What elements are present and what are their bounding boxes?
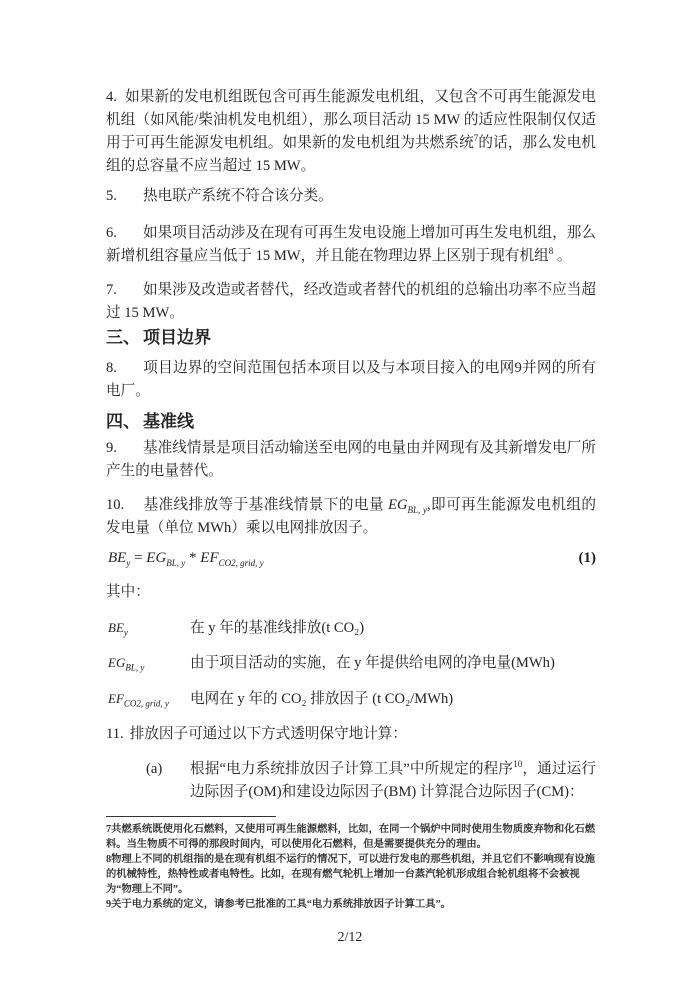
para-text: ,即可再生能源发电机组的发电量（单位 MWh）乘以电网排放因子。 xyxy=(106,497,596,536)
para-text: ，通过运行边际因子(OM)和建设边际因子(BM) 计算混合边际因子(CM)： xyxy=(190,761,596,800)
math-variable: EG xyxy=(146,550,167,566)
footnote-ref[interactable]: 7 xyxy=(473,133,479,144)
math-subscript: y xyxy=(126,558,131,568)
paragraph-4 xyxy=(106,86,596,178)
math-operator: = xyxy=(130,550,147,566)
para-number: 9. xyxy=(106,440,117,456)
paragraph-a xyxy=(146,758,596,804)
footnote-8: 8物理上不同的机组指的是在现有机组不运行的情况下，可以进行发电的那些机组，并且它们不影响现有设施的机械特性，热特性或者电特性。比如，在现有燃气轮机上增加一台蒸汽轮机形成组合轮机组将不会被视为“物理上不同”。 xyxy=(106,854,596,895)
para-text: 的话，那么发电机组的总容量不应当超过 15 MW。 xyxy=(106,135,596,174)
definition-text: 电网在 y 年的 CO₂ 排放因子 (t CO₂/MWh) xyxy=(190,691,454,707)
heading-title: 项目边界 xyxy=(143,328,211,348)
heading-number: 三、 xyxy=(106,328,140,348)
heading-number: 四、 xyxy=(106,412,140,432)
para-number: 7. xyxy=(106,282,117,298)
equation-1 xyxy=(108,550,596,567)
definition-row xyxy=(108,651,555,672)
footnote-ref[interactable]: 8 xyxy=(548,246,554,257)
para-text: 热电联产系统不符合该分类。 xyxy=(143,188,333,204)
para-text: 基准线排放等于基准线情景下的电量 xyxy=(143,497,389,513)
math-subscript: CO2, grid, y xyxy=(123,698,169,709)
para-text: 如果涉及改造或者替代，经改造或者替代的机组的总输出功率不应当超过 15 MW。 xyxy=(106,282,596,321)
math-subscript: CO2, grid, y xyxy=(218,558,264,568)
equation-number: (1) xyxy=(578,550,596,566)
footnote-9: 9关于电力系统的定义，请参考已批准的工具“电力系统排放因子计算工具”。 xyxy=(106,899,451,910)
paragraph-11 xyxy=(106,723,596,746)
paragraph-7 xyxy=(106,279,596,325)
para-text: 。 xyxy=(553,248,572,264)
math-variable: BE xyxy=(108,620,124,635)
para-text: 排放因子可通过以下方式透明保守地计算： xyxy=(129,726,407,742)
para-text: 根据“电力系统排放因子计算工具”中所规定的程序 xyxy=(190,761,514,777)
para-number: (a) xyxy=(146,761,163,777)
paragraph-5 xyxy=(106,185,596,208)
paragraph-8 xyxy=(106,357,596,403)
page-number: 2/12 xyxy=(337,930,363,945)
math-variable: EF xyxy=(108,691,124,706)
math-subscript: y xyxy=(123,627,128,638)
section-heading-baseline xyxy=(106,407,194,432)
math-subscript: BL, y xyxy=(407,504,427,515)
section-heading-project-boundary xyxy=(106,323,211,348)
math-variable: BE xyxy=(108,550,127,566)
math-subscript: BL, y xyxy=(166,558,186,568)
math-variable: EG xyxy=(108,655,126,670)
para-number: 10. xyxy=(106,497,125,513)
footnotes xyxy=(106,822,596,912)
para-number: 5. xyxy=(106,188,117,204)
footnote-7: 7共燃系统既使用化石燃料，又使用可再生能源燃料，比如，在同一个锅炉中同时使用生物质废弃物和化石燃料。当生物质不可得的那段时间内，可以使用化石燃料，但是需要提供充分的理由。 xyxy=(106,824,596,850)
math-variable: EF xyxy=(200,550,219,566)
paragraph-6 xyxy=(106,222,596,268)
para-number: 4. xyxy=(106,89,117,105)
para-text: 如果项目活动涉及在现有可再生发电设施上增加可再生发电机组，那么新增机组容量应当低于 15 MW，并且能在物理边界上区别于现有机组 xyxy=(106,225,596,264)
para-number: 6. xyxy=(106,225,117,241)
para-text: 如果新的发电机组既包含可再生能源发电机组，又包含不可再生能源发电机组（如风能/柴油机发电机组），那么项目活动 15 MW 的适应性限制仅仅适用于可再生能源发电机组。如果新的发电机组为共燃系统 xyxy=(106,89,596,151)
definition-text: 在 y 年的基准线排放(t CO₂) xyxy=(190,620,365,636)
para-number: 11. xyxy=(106,726,124,742)
paragraph-10 xyxy=(106,494,596,540)
definition-row xyxy=(108,687,453,708)
footnote-separator xyxy=(106,816,276,817)
para-text: 项目边界的空间范围包括本项目以及与本项目接入的电网9并网的所有电厂。 xyxy=(106,360,596,399)
footnote-ref[interactable]: 10 xyxy=(513,759,523,770)
heading-title: 基准线 xyxy=(143,412,194,432)
para-text: 基准线情景是项目活动输送至电网的电量由并网现有及其新增发电厂所产生的电量替代。 xyxy=(106,440,596,479)
math-variable: EG xyxy=(388,497,408,513)
paragraph-9 xyxy=(106,437,596,483)
definition-text: 由于项目活动的实施，在 y 年提供给电网的净电量(MWh) xyxy=(190,655,555,671)
where-label: 其中： xyxy=(106,584,150,600)
definition-row xyxy=(108,616,364,637)
math-operator: * xyxy=(185,550,201,566)
math-subscript: BL, y xyxy=(125,662,145,673)
para-number: 8. xyxy=(106,360,117,376)
